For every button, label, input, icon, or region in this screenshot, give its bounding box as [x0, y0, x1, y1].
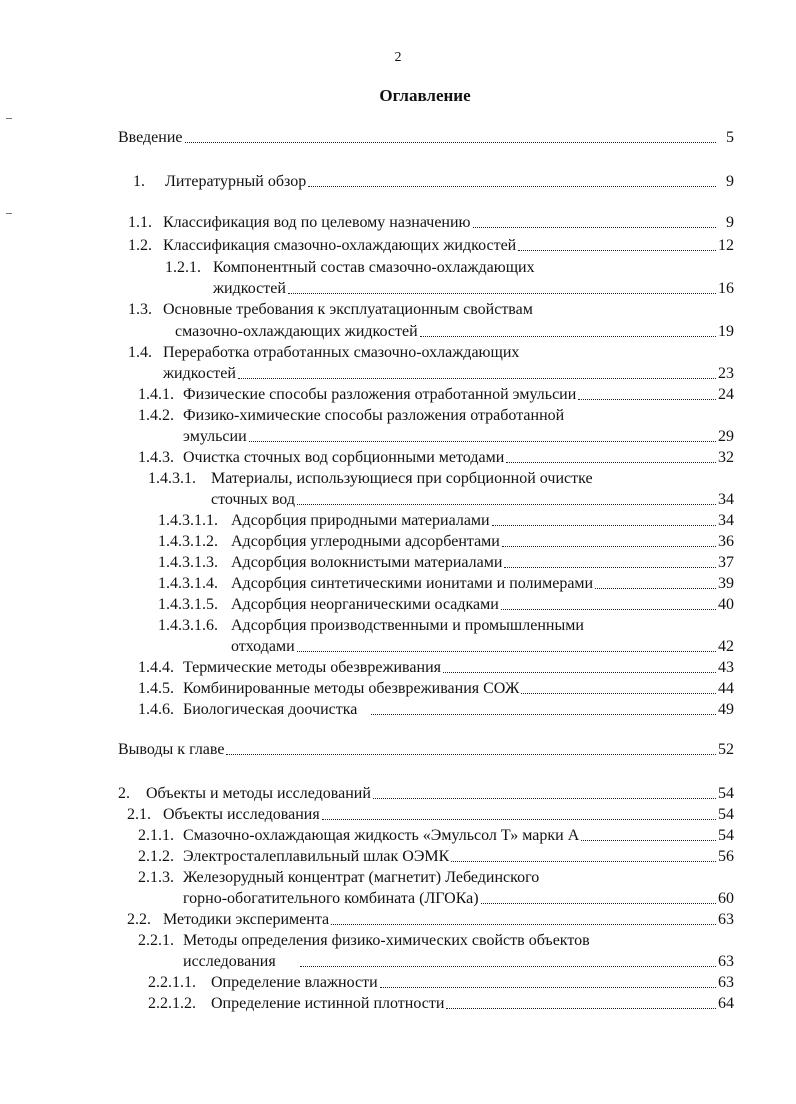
toc-entry-1-4-3-1-6-line1 [158, 614, 584, 636]
toc-entry-1-4-3-1-4[interactable] [158, 572, 734, 594]
toc-leader-dots [504, 566, 716, 568]
toc-entry-number: 1. [133, 173, 145, 190]
scan-mark-middle [6, 213, 12, 214]
toc-entry-number: 2.1.3. [138, 869, 174, 886]
toc-entry-text: Адсорбция синтетическими ионитами и полимерами [231, 575, 594, 592]
toc-page-number: 54 [718, 827, 734, 844]
toc-entry-1-4-3[interactable] [138, 446, 734, 468]
toc-leader-dots [446, 1007, 716, 1009]
toc-page-number: 5 [726, 129, 734, 146]
toc-page-number: 37 [718, 554, 734, 571]
toc-entry-number: 2. [118, 785, 130, 802]
toc-entry-1-2-1-line1 [165, 256, 535, 278]
toc-entry-1-4-5[interactable] [138, 677, 734, 699]
toc-page-number: 63 [718, 953, 734, 970]
toc-entry-1-4-3-1-5[interactable] [158, 593, 734, 615]
toc-entry-number: 1.4.3.1.3. [158, 554, 218, 571]
toc-entry-text: Физические способы разложения отработанной эмульсии [183, 386, 577, 403]
toc-leader-dots [595, 587, 716, 589]
toc-page-number: 49 [718, 701, 734, 718]
toc-leader-dots [288, 292, 716, 294]
toc-entry-number: 1.1. [128, 214, 152, 231]
toc-entry-text: Методики эксперимента [163, 911, 330, 928]
toc-entry-intro[interactable] [118, 126, 734, 148]
toc-entry-2-1-3-line1 [138, 866, 539, 888]
toc-entry-1-3-line1 [128, 298, 533, 320]
toc-entry-text-line1: Адсорбция производственными и промышленными [231, 617, 584, 634]
toc-page-number: 63 [718, 974, 734, 991]
toc-entry-text-line1: Физико-химические способы разложения отработанной [183, 407, 565, 424]
toc-page-number: 9 [726, 214, 734, 231]
toc-leader-dots [331, 923, 716, 925]
toc-entry-number: 2.1.1. [138, 827, 174, 844]
toc-entry-text: Очистка сточных вод сорбционными методами [183, 449, 505, 466]
toc-leader-dots [578, 398, 716, 400]
toc-entry-text: Объекты и методы исследований [146, 785, 371, 802]
toc-leader-dots [451, 860, 716, 862]
toc-leader-dots [185, 141, 717, 143]
toc-entry-1-2-1[interactable] [213, 277, 734, 299]
toc-leader-dots [380, 986, 716, 988]
toc-entry-text: Литературный обзор [165, 173, 307, 190]
toc-page-number: 19 [718, 323, 734, 340]
toc-entry-number: 1.4.3.1.6. [158, 617, 218, 634]
toc-leader-dots [518, 249, 716, 251]
toc-entry-1-4-3-1[interactable] [211, 488, 734, 510]
toc-page-number: 52 [718, 741, 734, 758]
toc-page-number: 63 [718, 911, 734, 928]
toc-entry-1-4-1[interactable] [138, 383, 734, 405]
toc-page-number: 12 [718, 237, 734, 254]
toc-entry-1-1[interactable] [128, 211, 734, 233]
toc-page-number: 44 [718, 680, 734, 697]
toc-entry-2-2-1-line1 [138, 929, 590, 951]
toc-entry-text-line1: Переработка отработанных смазочно-охлаждающих [163, 344, 520, 361]
toc-leader-dots [521, 692, 716, 694]
toc-entry-text: эмульсии [183, 428, 247, 445]
toc-entry-text-line1: Железорудный концентрат (магнетит) Лебединского [183, 869, 540, 886]
toc-entry-2-1[interactable] [127, 803, 734, 825]
toc-leader-dots [581, 839, 716, 841]
toc-page-number: 29 [718, 428, 734, 445]
toc-page-number: 32 [718, 449, 734, 466]
toc-leader-dots [473, 226, 716, 228]
toc-leader-dots [492, 524, 716, 526]
toc-leader-dots [226, 753, 716, 755]
toc-entry-number: 1.4.5. [138, 680, 174, 697]
toc-page-number: 43 [718, 659, 734, 676]
scan-mark-top [6, 118, 12, 119]
toc-entry-1-4-2[interactable] [183, 425, 734, 447]
toc-entry-2-1-3[interactable] [183, 887, 734, 909]
toc-entry-number: 1.4.6. [138, 701, 174, 718]
toc-entry-number: 1.4.3.1.5. [158, 596, 218, 613]
toc-entry-text-line1: Основные требования к эксплуатационным свойствам [163, 301, 533, 318]
toc-entry-1-4-6[interactable] [138, 698, 734, 720]
toc-entry-text: исследования [183, 953, 276, 970]
page-title: Оглавление [379, 86, 471, 105]
toc-entry-1-4-line1 [128, 341, 519, 363]
toc-leader-dots [371, 713, 716, 715]
toc-leader-dots [249, 440, 716, 442]
toc-page-number: 34 [718, 512, 734, 529]
toc-entry-number: 1.4.3.1.4. [158, 575, 218, 592]
toc-entry-text: Электросталеплавильный шлак ОЭМК [183, 848, 450, 865]
toc-page-number: 23 [718, 365, 734, 382]
toc-page-number: 64 [718, 995, 734, 1012]
toc-entry-text-line1: Компонентный состав смазочно-охлаждающих [213, 259, 535, 276]
toc-entry-text: Биологическая доочистка [183, 701, 358, 718]
toc-page-number: 56 [718, 848, 734, 865]
toc-entry-text: Адсорбция волокнистыми материалами [231, 554, 503, 571]
toc-entry-number: 2.2. [127, 911, 151, 928]
toc-entry-1-4[interactable] [163, 362, 734, 384]
toc-page-number: 54 [718, 785, 734, 802]
toc-entry-text: горно-обогатительного комбината (ЛГОКа) [183, 890, 479, 907]
toc-entry-text: Объекты исследования [163, 806, 320, 823]
toc-entry-text: Классификация вод по целевому назначению [163, 214, 471, 231]
toc-entry-number: 1.2. [128, 237, 152, 254]
toc-entry-1-4-3-1-3[interactable] [158, 551, 734, 573]
toc-entry-number: 1.4.3.1.2. [158, 533, 218, 550]
toc-page-number: 54 [718, 806, 734, 823]
toc-entry-2-2[interactable] [127, 908, 734, 930]
toc-entry-text: жидкостей [213, 280, 286, 297]
toc-entry-text: Введение [118, 129, 183, 146]
toc-entry-text: смазочно-охлаждающих жидкостей [175, 323, 418, 340]
toc-entry-text: Классификация смазочно-охлаждающих жидкостей [163, 237, 517, 254]
toc-entry-number: 2.1.2. [138, 848, 174, 865]
toc-entry-2-2-1[interactable] [183, 950, 734, 972]
toc-entry-1-4-2-line1 [138, 404, 564, 426]
toc-leader-dots [501, 608, 716, 610]
toc-entry-number: 2.1. [127, 806, 151, 823]
toc-entry-chapter-conclusions[interactable] [118, 738, 734, 760]
toc-entry-number: 1.3. [128, 301, 152, 318]
toc-entry-number: 2.2.1. [138, 932, 174, 949]
toc-leader-dots [443, 671, 716, 673]
toc-leader-dots [297, 650, 716, 652]
toc-entry-text-line1: Методы определения физико-химических свойств объектов [183, 932, 590, 949]
toc-entry-2-2-1-2[interactable] [148, 992, 734, 1014]
toc-entry-text: Определение истинной плотности [211, 995, 445, 1012]
toc-leader-dots [238, 377, 716, 379]
toc-entry-text: сточных вод [211, 491, 295, 508]
toc-leader-dots [373, 797, 716, 799]
toc-entry-number: 1.4.3.1.1. [158, 512, 218, 529]
toc-page-number: 40 [718, 596, 734, 613]
toc-entry-text: Выводы к главе [118, 741, 225, 758]
page-number: 2 [394, 50, 402, 65]
toc-page-number: 60 [718, 890, 734, 907]
toc-entry-1-2[interactable] [128, 234, 734, 256]
toc-entry-2-1-1[interactable] [138, 824, 734, 846]
toc-entry-text: Определение влажности [211, 974, 378, 991]
toc-leader-dots [502, 545, 716, 547]
toc-page-number: 9 [726, 173, 734, 190]
toc-entry-1-4-3-1-line1 [148, 467, 593, 489]
toc-entry-1-4-3-1-1[interactable] [158, 509, 734, 531]
toc-entry-text: Термические методы обезвреживания [183, 659, 441, 676]
toc-entry-number: 1.4. [128, 344, 152, 361]
toc-entry-text-line1: Материалы, использующиеся при сорбционной очистке [211, 470, 593, 487]
toc-leader-dots [506, 461, 716, 463]
toc-leader-dots [300, 965, 716, 967]
toc-page-number: 42 [718, 638, 734, 655]
toc-entry-text: Адсорбция природными материалами [231, 512, 490, 529]
toc-leader-dots [308, 185, 716, 187]
toc-entry-number: 2.2.1.1. [148, 974, 196, 991]
toc-entry-2-1-2[interactable] [138, 845, 734, 867]
toc-entry-number: 1.4.3.1. [148, 470, 196, 487]
toc-leader-dots [322, 818, 716, 820]
toc-entry-text: Комбинированные методы обезвреживания СОЖ [183, 680, 520, 697]
toc-page-number: 36 [718, 533, 734, 550]
toc-entry-text: Адсорбция неорганическими осадками [231, 596, 499, 613]
toc-entry-1[interactable] [133, 170, 734, 192]
toc-entry-2[interactable] [118, 782, 734, 804]
toc-entry-1-3[interactable] [175, 320, 734, 342]
toc-entry-1-4-4[interactable] [138, 656, 734, 678]
toc-page-number: 39 [718, 575, 734, 592]
toc-entry-1-4-3-1-2[interactable] [158, 530, 734, 552]
toc-page-number: 16 [718, 280, 734, 297]
toc-entry-text: отходами [231, 638, 295, 655]
toc-entry-text: Адсорбция углеродными адсорбентами [231, 533, 500, 550]
toc-entry-number: 1.4.2. [138, 407, 174, 424]
toc-entry-text: Смазочно-охлаждающая жидкость «Эмульсол Т» марки А [183, 827, 580, 844]
toc-entry-1-4-3-1-6[interactable] [231, 635, 734, 657]
toc-entry-text: жидкостей [163, 365, 236, 382]
toc-leader-dots [481, 902, 716, 904]
toc-entry-number: 1.4.4. [138, 659, 174, 676]
toc-entry-number: 1.4.3. [138, 449, 174, 466]
toc-entry-number: 2.2.1.2. [148, 995, 196, 1012]
toc-entry-number: 1.2.1. [165, 259, 201, 276]
toc-page-number: 34 [718, 491, 734, 508]
toc-entry-2-2-1-1[interactable] [148, 971, 734, 993]
toc-entry-number: 1.4.1. [138, 386, 174, 403]
toc-page-number: 24 [718, 386, 734, 403]
toc-leader-dots [420, 335, 716, 337]
toc-leader-dots [297, 503, 716, 505]
